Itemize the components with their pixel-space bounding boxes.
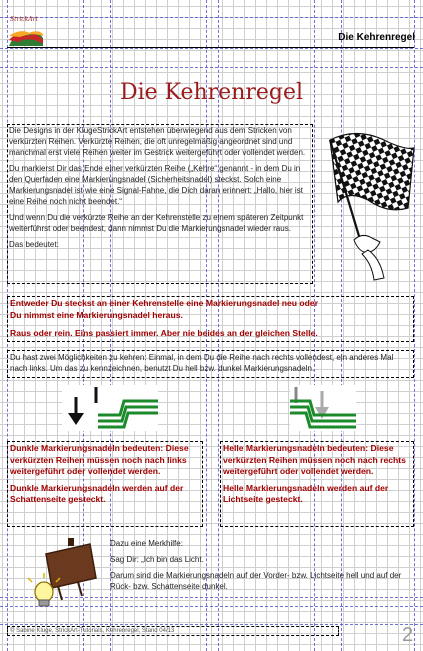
page-title: Die Kehrenregel <box>119 80 304 105</box>
intro-paragraph: Und wenn Du die verkürzte Reihe an der Kehrenstelle zu einem späteren Zeitpunkt weiterführst oder beendest, dann nimmst Du die Markierungsnadel wieder raus. <box>9 213 304 233</box>
rule-line: Entweder Du steckst an einer Kehrenstelle eine Markierungsnadel neu oder <box>10 298 319 308</box>
rule-line: Du nimmst eine Markierungsnadel heraus. <box>10 310 183 320</box>
guide-line <box>0 48 423 49</box>
logo <box>8 16 44 46</box>
light-markers-text: Helle Markierungsnadeln werden auf der Lichtseite gesteckt. <box>223 482 389 504</box>
guide-line <box>0 17 423 18</box>
logo-text: StrickArt <box>10 16 38 23</box>
sign-lightbulb-icon <box>28 538 104 608</box>
mnemonic-heading: Dazu eine Merkhilfe: <box>110 539 183 548</box>
page-number: 2 <box>402 624 414 646</box>
marker-right-diagram-icon <box>290 385 356 431</box>
intro-paragraph: Das bedeutet: <box>9 240 59 249</box>
intro-frame <box>7 124 313 284</box>
dark-markers-text: Dunkle Markierungsnadeln bedeuten: Diese verkürzten Reihen müssen noch nach links weitergeführt oder vollendet werden. <box>10 443 189 476</box>
dark-markers-text: Dunkle Markierungsnadeln werden auf der Schattenseite gesteckt. <box>10 482 184 504</box>
rule-line: Raus oder rein. Eins passiert immer. Aber nie beides an der gleichen Stelle. <box>10 328 318 338</box>
two-ways-text: Du hast zwei Möglichkeiten zu kehren: Einmal, in dem Du die Reihe nach rechts vollendest, ein anderes Mal nach links. Um das zu kennzeichnen, benutzt Du hell bzw. dunkel Markierungsnadeln. <box>7 350 414 378</box>
mnemonic-line: Sag Dir: „Ich bin das Licht. <box>110 555 204 564</box>
intro-paragraph: Die Designs in der KlugeStrickArt entstehen überwiegend aus dem Stricken von verkürzten Reihen. Verkürzte Reihen, die oft unregelmäßig angeordnet sind und manchmal erst viele Reihen weiter im Gestrick weitergeführt oder vollendet werden. <box>9 126 306 157</box>
light-markers-box <box>220 441 414 527</box>
light-markers-text: Helle Markierungsnadeln bedeuten: Diese verkürzten Reihen müssen noch nach rechts weitergeführt oder vollendet werden. <box>223 443 406 476</box>
logo-icon <box>8 24 44 48</box>
mnemonic-section <box>110 538 414 596</box>
dark-markers-box <box>7 441 203 527</box>
mnemonic-line: Darum sind die Markierungsnadeln auf der Vorder- bzw. Lichtseite hell und auf der Rück- bzw. Schattenseite dunkel. <box>110 571 402 591</box>
guide-line <box>0 624 423 625</box>
footer-text: © Sabine Kluge, StrickArt-Tutorials, Kehrenregel, Stand 04/13 <box>7 626 339 636</box>
intro-paragraph: Du markierst Dir das Ende einer verkürzten Reihe („Kehre“ genannt - in dem Du in den Querfaden eine Markierungsnadel (Sicherheitsnadel) steckst. Solch eine Markierungsnadel ist wie eine Signal-Fahne, die Dich daran erinnert: „Hallo, hier ist eine Reihe noch nicht beendet.“ <box>9 164 303 206</box>
guide-line <box>0 67 423 68</box>
header-divider <box>7 47 414 48</box>
marker-left-diagram-icon <box>62 385 158 431</box>
rule-box <box>7 296 414 342</box>
header-title: Die Kehrenregel <box>338 32 415 43</box>
checkered-flag-icon <box>318 128 416 283</box>
